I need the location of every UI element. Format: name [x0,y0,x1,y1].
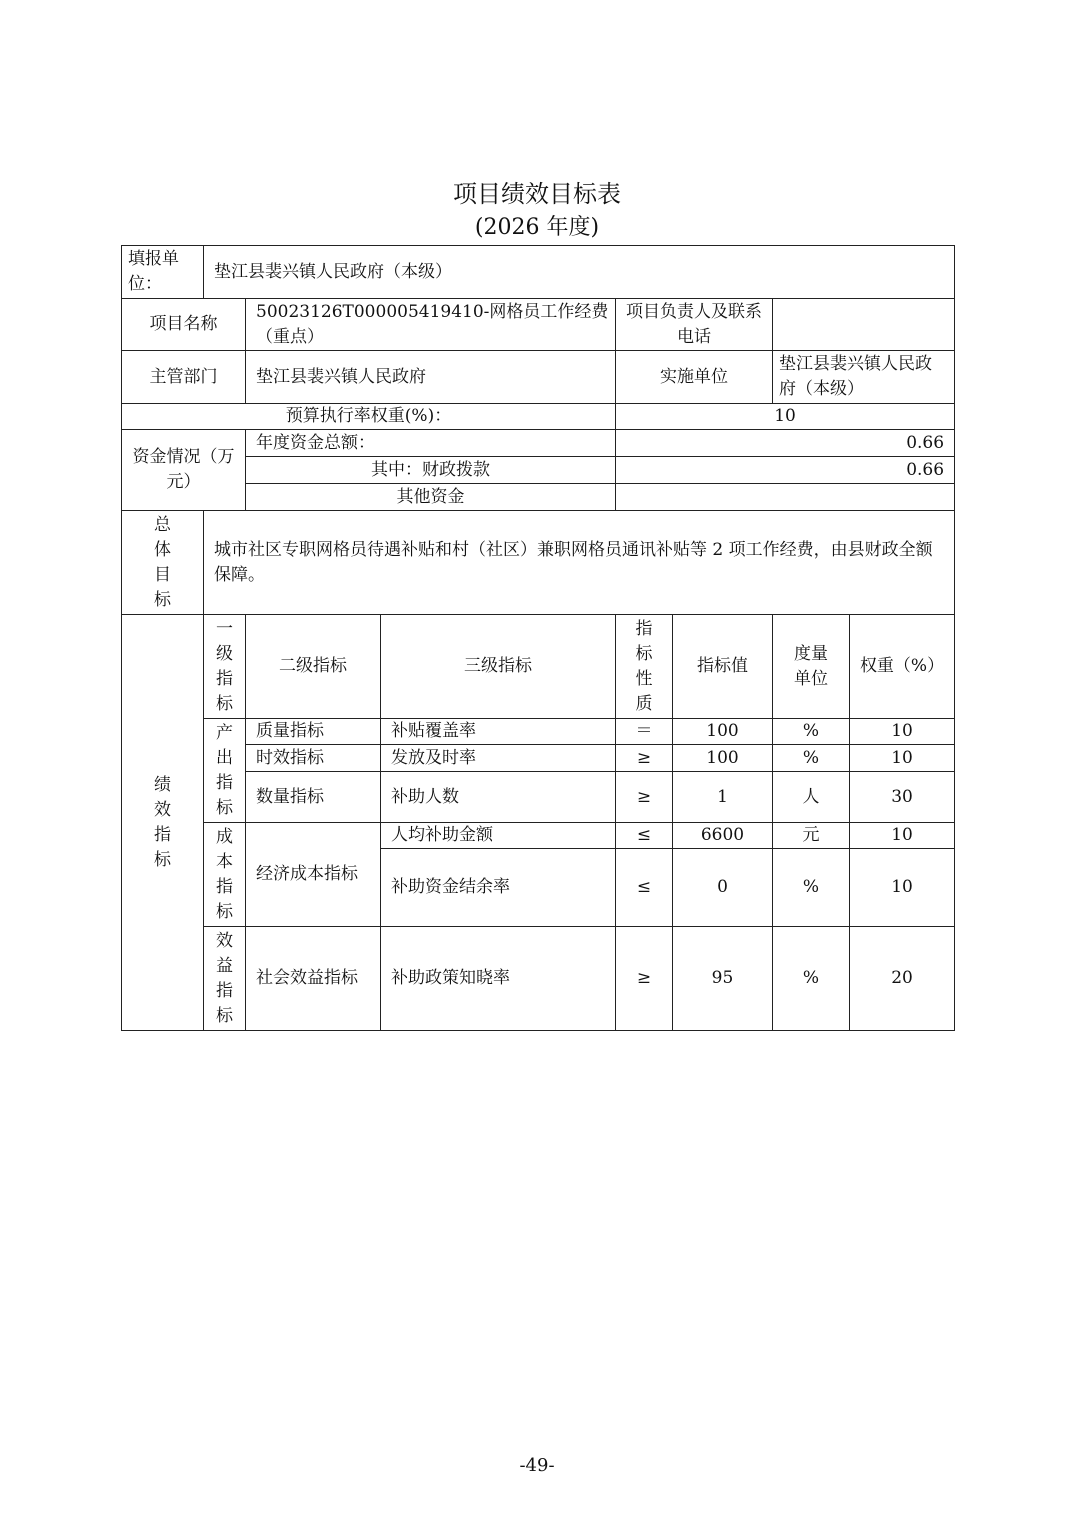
funds-other-label: 其他资金 [246,484,616,511]
table-row-level3: 发放及时率 [381,745,616,772]
table-row-unit: % [773,849,850,927]
page-subtitle: (2026 年度) [474,215,600,240]
funds-total-value: 0.66 [616,430,955,457]
table-row-level2: 时效指标 [246,745,381,772]
reporting-unit-value: 垫江县裴兴镇人民政府（本级） [204,246,955,299]
table-row-unit: 元 [773,823,850,849]
table-row-nature: ≤ [616,849,673,927]
indicators-section-label: 绩 效 指 标 [122,615,204,1031]
table-row-value: 6600 [673,823,773,849]
table-row-value: 0 [673,849,773,927]
group-cost-label: 成 本 指 标 [204,823,246,927]
table-row-unit: % [773,927,850,1031]
dept-label: 主管部门 [122,351,246,404]
reporting-unit-label: 填报单位： [122,246,204,299]
funds-fiscal-label: 其中：财政拨款 [246,457,616,484]
header-nature: 指 标 性 质 [616,615,673,719]
contact-label: 项目负责人及联系电话 [616,299,773,351]
project-name-value: 50023126T000005419410-网格员工作经费（重点） [246,299,616,351]
table-row-weight: 20 [850,927,955,1031]
table-row-level3: 补助人数 [381,772,616,823]
table-row-value: 95 [673,927,773,1031]
funds-label: 资金情况（万元） [122,430,246,511]
table-row-level2: 经济成本指标 [246,823,381,927]
header-level1: 一 级 指 标 [204,615,246,719]
funds-total-label: 年度资金总额： [246,430,616,457]
table-row-level3: 人均补助金额 [381,823,616,849]
table-row-value: 1 [673,772,773,823]
header-value: 指标值 [673,615,773,719]
table-row-level2: 质量指标 [246,719,381,745]
budget-weight-label: 预算执行率权重(%)： [122,404,616,430]
table-row-weight: 10 [850,849,955,927]
table-row-nature: ≥ [616,745,673,772]
goal-label: 总 体 目 标 [122,511,204,615]
table-row-nature: ＝ [616,719,673,745]
table-row-weight: 30 [850,772,955,823]
table-row-weight: 10 [850,745,955,772]
impl-value: 垫江县裴兴镇人民政府（本级） [773,351,955,404]
goal-text: 城市社区专职网格员待遇补贴和村（社区）兼职网格员通讯补贴等 2 项工作经费，由县财政全额保障。 [204,511,955,615]
header-level3: 三级指标 [381,615,616,719]
header-level2: 二级指标 [246,615,381,719]
budget-weight-value: 10 [616,404,955,430]
table-row-unit: % [773,745,850,772]
table-row-value: 100 [673,745,773,772]
table-row-level3: 补助资金结余率 [381,849,616,927]
table-row-weight: 10 [850,823,955,849]
table-row-weight: 10 [850,719,955,745]
table-row-level2: 数量指标 [246,772,381,823]
table-row-unit: 人 [773,772,850,823]
group-output-label: 产 出 指 标 [204,719,246,823]
header-unit: 度量单位 [773,615,850,719]
table-row-level3: 补贴覆盖率 [381,719,616,745]
page-title: 项目绩效目标表 [453,180,621,208]
funds-other-value [616,484,955,511]
funds-fiscal-value: 0.66 [616,457,955,484]
performance-target-table [121,245,955,1031]
dept-value: 垫江县裴兴镇人民政府 [246,351,616,404]
table-row-level2: 社会效益指标 [246,927,381,1031]
contact-value [773,299,955,351]
table-row-nature: ≥ [616,927,673,1031]
group-benefit-label: 效 益 指 标 [204,927,246,1031]
table-row-nature: ≥ [616,772,673,823]
table-row-value: 100 [673,719,773,745]
table-row-level3: 补助政策知晓率 [381,927,616,1031]
table-row-nature: ≤ [616,823,673,849]
project-name-label: 项目名称 [122,299,246,351]
table-row-unit: % [773,719,850,745]
impl-label: 实施单位 [616,351,773,404]
page-number: -49- [519,1455,555,1476]
header-weight: 权重（%） [850,615,955,719]
